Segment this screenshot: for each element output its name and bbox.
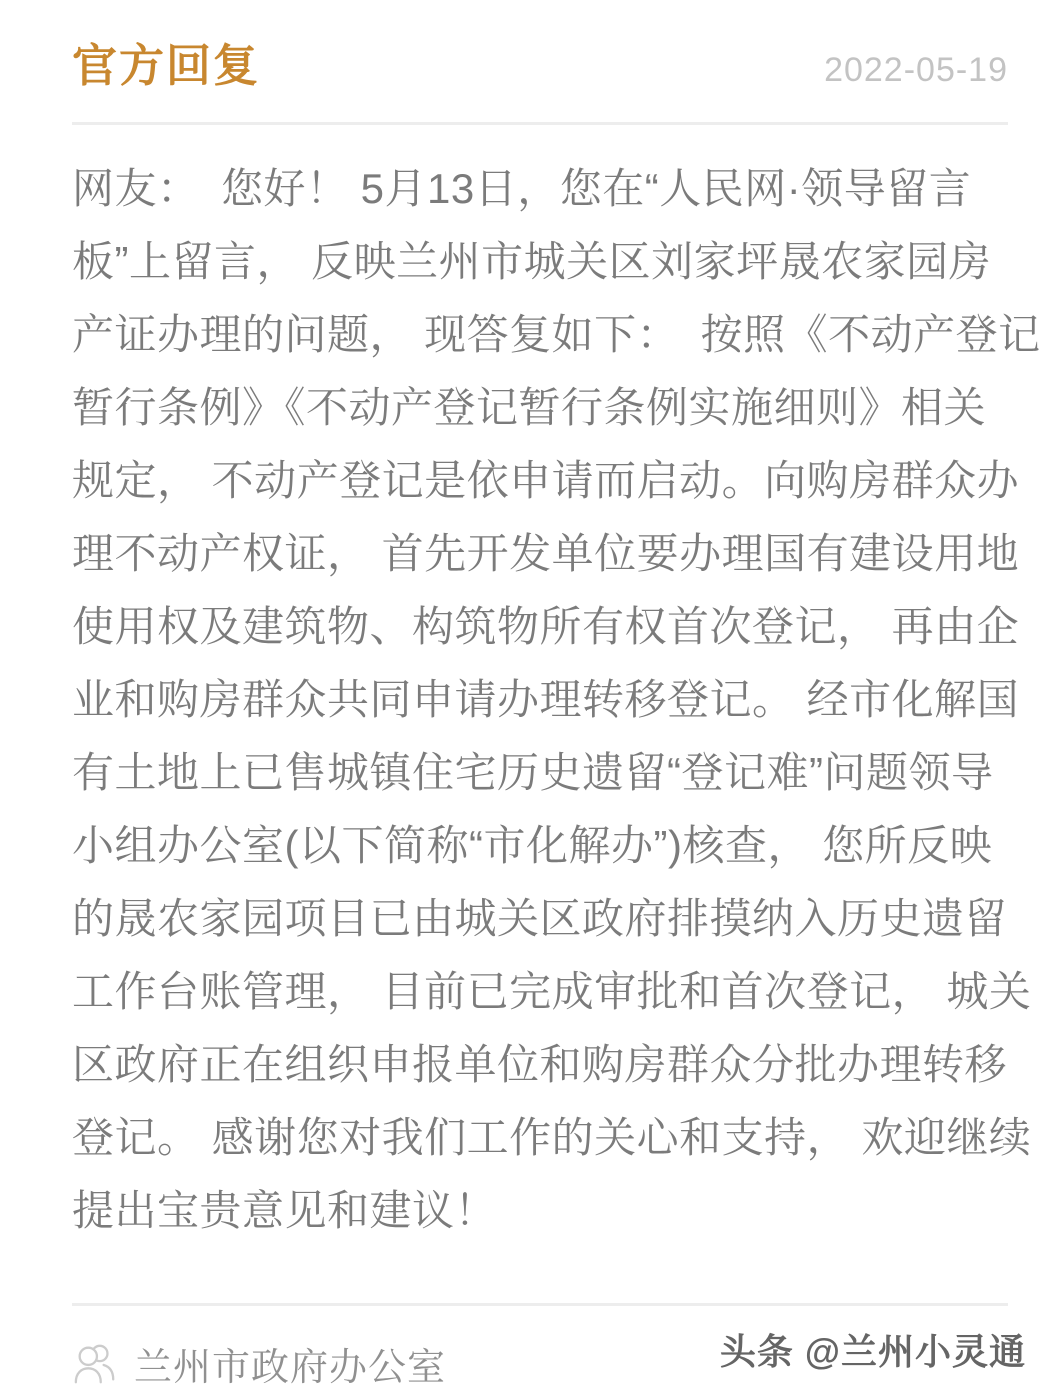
users-icon xyxy=(72,1341,118,1387)
reply-line: 暂行条例》《不动产登记暂行条例实施细则》相关 xyxy=(72,384,987,431)
watermark: 头条 @兰州小灵通 xyxy=(719,1331,1026,1372)
reply-line: 产证办理的问题， 现答复如下： 按照《不动产登记 xyxy=(72,311,1041,358)
author-name: 兰州市政府办公室 xyxy=(134,1347,447,1389)
reply-line: 的晟农家园项目已由城关区政府排摸纳入历史遗留 xyxy=(72,895,1008,942)
reply-line: 使用权及建筑物、构筑物所有权首次登记， 再由企 xyxy=(72,603,1020,650)
reply-line: 板”上留言， 反映兰州市城关区刘家坪晟农家园房 xyxy=(72,238,992,285)
reply-line: 区政府正在组织申报单位和购房群众分批办理转移 xyxy=(72,1041,1008,1088)
page-title: 官方回复 xyxy=(72,40,261,91)
divider-bottom xyxy=(72,1303,1008,1306)
reply-line: 工作台账管理， 目前已完成审批和首次登记， 城关 xyxy=(72,968,1032,1015)
reply-line: 提出宝贵意见和建议！ xyxy=(72,1187,498,1234)
reply-line: 网友： 您好！ 5月13日，您在“人民网·领导留言 xyxy=(72,165,972,212)
reply-text xyxy=(72,152,1041,1247)
reply-line: 有土地上已售城镇住宅历史遗留“登记难”问题领导 xyxy=(72,749,994,796)
reply-line: 小组办公室(以下简称“市化解办”)核查， 您所反映 xyxy=(72,822,993,869)
divider-top xyxy=(72,122,1008,125)
reply-line: 业和购房群众共同申请办理转移登记。 经市化解国 xyxy=(72,676,1020,723)
reply-line: 理不动产权证， 首先开发单位要办理国有建设用地 xyxy=(72,530,1020,577)
reply-date: 2022-05-19 xyxy=(824,51,1008,89)
reply-line: 登记。 感谢您对我们工作的关心和支持， 欢迎继续 xyxy=(72,1114,1032,1161)
reply-line: 规定， 不动产登记是依申请而启动。向购房群众办 xyxy=(72,457,1020,504)
header xyxy=(0,0,1042,122)
